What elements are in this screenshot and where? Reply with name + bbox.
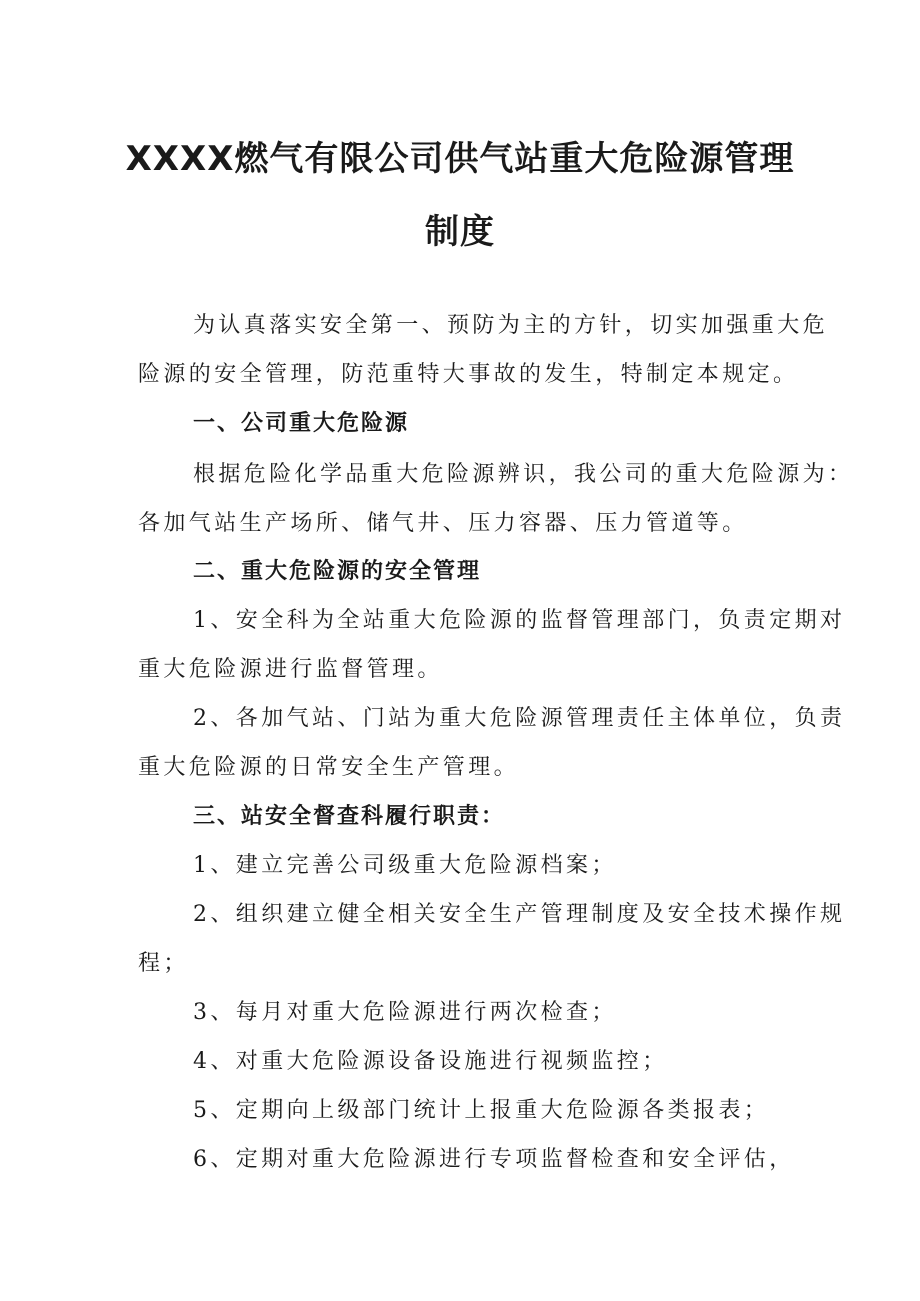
section-3-item-2-line-1: 2、组织建立健全相关安全生产管理制度及安全技术操作规 <box>193 902 846 927</box>
document-title-line-2: 制度 <box>425 212 495 252</box>
intro-line-2: 险源的安全管理，防范重特大事故的发生，特制定本规定。 <box>138 362 799 387</box>
section-2-item-2-line-1: 2、各加气站、门站为重大危险源管理责任主体单位，负责 <box>193 706 846 731</box>
section-3-item-6: 6、定期对重大危险源进行专项监督检查和安全评估， <box>193 1147 795 1172</box>
section-3-item-3: 3、每月对重大危险源进行两次检查； <box>193 1000 617 1025</box>
section-3-item-1: 1、建立完善公司级重大危险源档案； <box>193 853 617 878</box>
section-1-line-2: 各加气站生产场所、储气井、压力容器、压力管道等。 <box>138 511 748 536</box>
section-3-heading: 三、站安全督查科履行职责： <box>193 804 506 829</box>
section-3-item-2-line-2: 程； <box>138 951 189 976</box>
section-1-heading: 一、公司重大危险源 <box>193 411 410 436</box>
section-2-item-2-line-2: 重大危险源的日常安全生产管理。 <box>138 755 520 780</box>
section-3-item-5: 5、定期向上级部门统计上报重大危险源各类报表； <box>193 1098 770 1123</box>
document-title-line-1: XXXX燃气有限公司供气站重大危险源管理 <box>125 139 795 179</box>
section-3-item-4: 4、对重大危险源设备设施进行视频监控； <box>193 1049 668 1074</box>
section-1-line-1: 根据危险化学品重大危险源辨识，我公司的重大危险源为： <box>193 462 854 487</box>
section-2-heading: 二、重大危险源的安全管理 <box>193 559 482 584</box>
section-2-item-1-line-1: 1、安全科为全站重大危险源的监督管理部门，负责定期对 <box>193 608 846 633</box>
section-2-item-1-line-2: 重大危险源进行监督管理。 <box>138 657 443 682</box>
intro-line-1: 为认真落实安全第一、预防为主的方针，切实加强重大危 <box>193 313 829 338</box>
